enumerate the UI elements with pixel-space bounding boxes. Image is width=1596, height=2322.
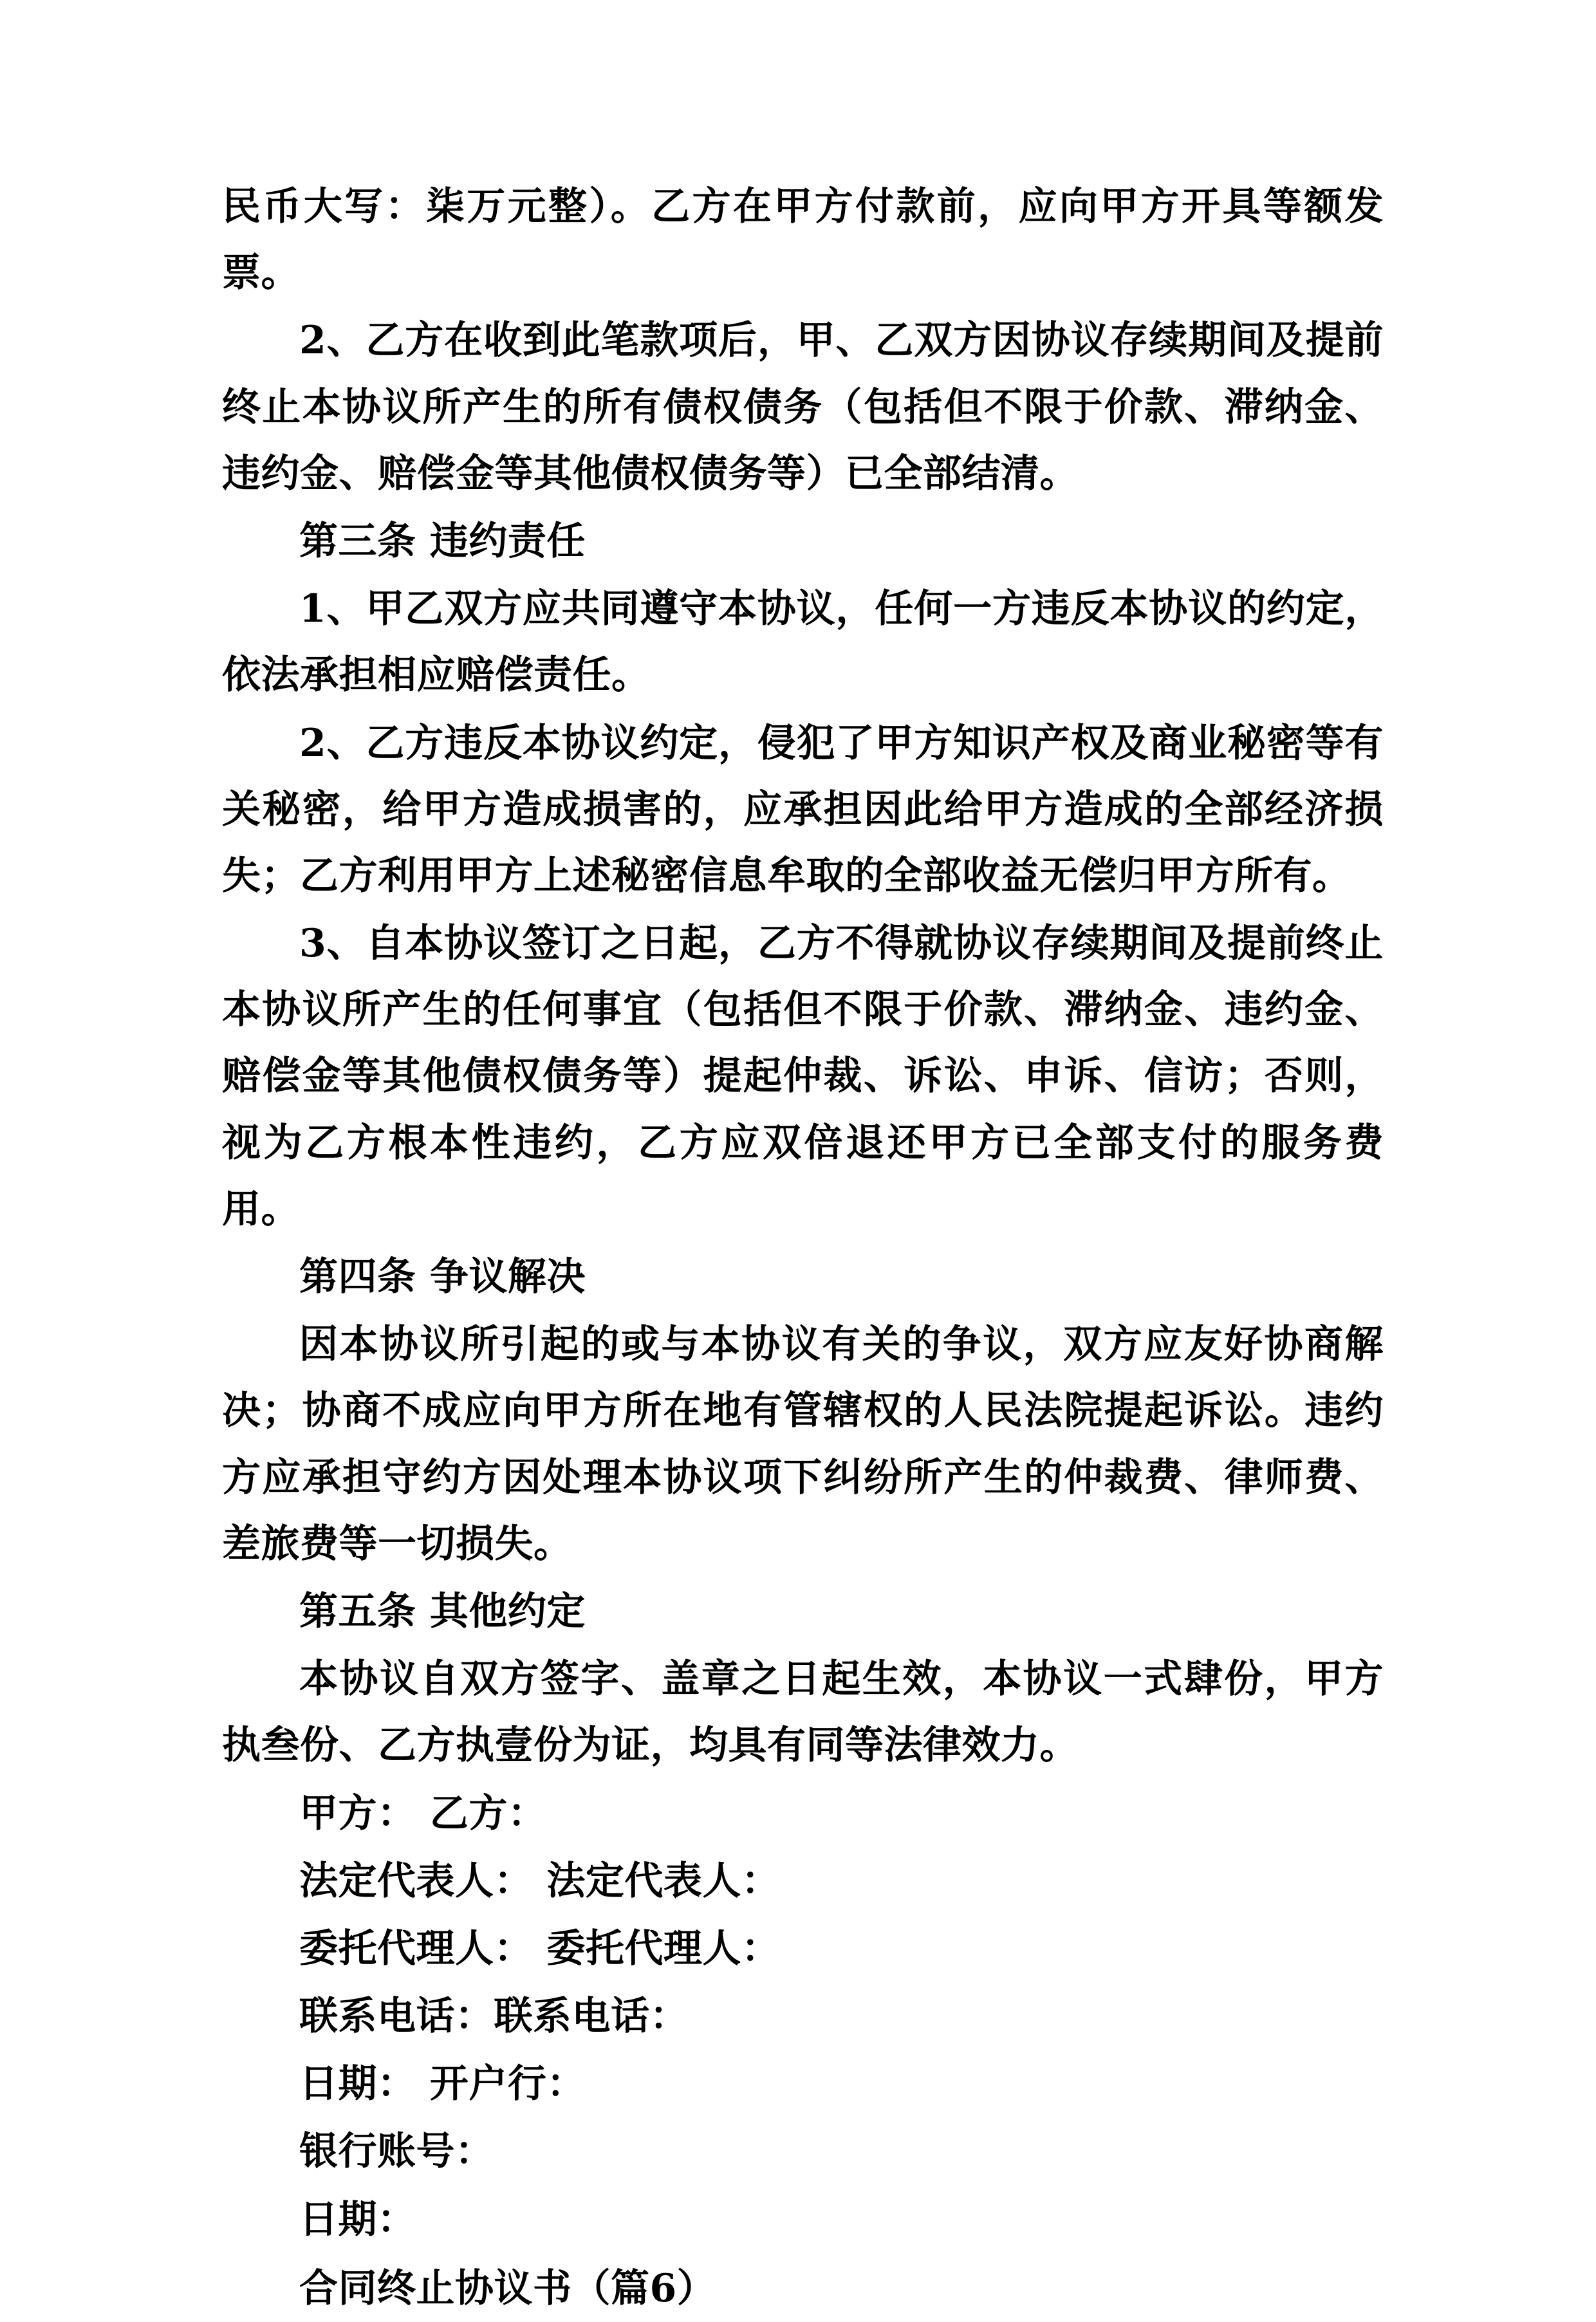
heading-article-3: 第三条 违约责任	[299, 518, 586, 564]
signature-line-phone: 联系电话：联系电话：	[299, 1994, 689, 2039]
paragraph-clause5-1: 本协议自双方签字、盖章之日起生效，本协议一式肆份，甲方执叁份、乙方执壹份为证，均具有同等法律效力。	[222, 1657, 1384, 1769]
heading-article-4: 第四条 争议解决	[299, 1254, 586, 1299]
signature-line-legal-representative: 法定代表人： 法定代表人：	[299, 1858, 781, 1904]
paragraph-clause4-1: 因本协议所引起的或与本协议有关的争议，双方应友好协商解决；协商不成应向甲方所在地有管辖权的人民法院提起诉讼。违约方应承担守约方因处理本协议项下纠纷所产生的仲裁费、律师费、差旅费等一切损失。	[222, 1322, 1384, 1566]
next-section-heading: 合同终止协议书（篇6）	[299, 2265, 716, 2311]
signature-line-bank-account: 银行账号：	[299, 2129, 494, 2175]
paragraph-clause3-2: 2、乙方违反本协议约定，侵犯了甲方知识产权及商业秘密等有关秘密，给甲方造成损害的，应承担因此给甲方造成的全部经济损失；乙方利用甲方上述秘密信息牟取的全部收益无偿归甲方所有。	[222, 720, 1384, 898]
paragraph-clause2-2: 2、乙方在收到此笔款项后，甲、乙双方因协议存续期间及提前终止本协议所产生的所有债权债务（包括但不限于价款、滞纳金、违约金、赔偿金等其他债权债务等）已全部结清。	[222, 318, 1384, 496]
signature-line-parties: 甲方： 乙方：	[299, 1790, 547, 1836]
signature-line-authorized-agent: 委托代理人： 委托代理人：	[299, 1926, 781, 1971]
paragraph-clause3-3: 3、自本协议签订之日起，乙方不得就协议存续期间及提前终止本协议所产生的任何事宜（包括但不限于价款、滞纳金、违约金、赔偿金等其他债权债务等）提起仲裁、诉讼、申诉、信访；否则，视为乙方根本性违约，乙方应双倍退还甲方已全部支付的服务费用。	[222, 921, 1384, 1232]
paragraph-continuation: 民币大写：柒万元整）。乙方在甲方付款前，应向甲方开具等额发票。	[222, 184, 1384, 296]
signature-line-date: 日期：	[299, 2197, 416, 2242]
heading-article-5: 第五条 其他约定	[299, 1588, 586, 1634]
signature-line-date-bank: 日期： 开户行：	[299, 2061, 586, 2107]
document-body	[222, 174, 1384, 2322]
paragraph-clause3-1: 1、甲乙双方应共同遵守本协议，任何一方违反本协议的约定，依法承担相应赔偿责任。	[222, 586, 1384, 698]
